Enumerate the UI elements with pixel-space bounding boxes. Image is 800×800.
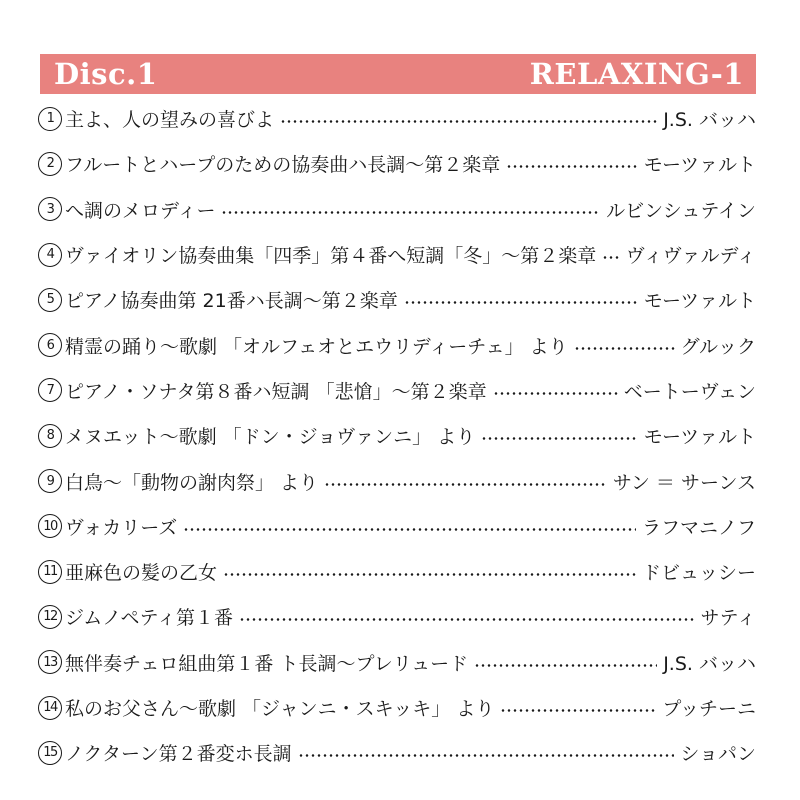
track-number-badge: 6 — [38, 333, 62, 357]
track-composer: サティ — [700, 607, 756, 630]
track-title: 主よ、人の望みの喜びよ — [65, 109, 275, 132]
track-title: ヴォカリーズ — [65, 516, 178, 539]
dot-leader — [223, 573, 636, 576]
track-item — [38, 187, 756, 232]
dot-leader — [221, 211, 600, 214]
track-number-badge: 4 — [38, 243, 62, 267]
track-title: フルートとハープのための協奏曲ハ長調～第２楽章 — [65, 154, 501, 177]
dot-leader — [239, 618, 695, 621]
track-number-badge: 7 — [38, 378, 62, 402]
track-composer: グルック — [680, 335, 756, 358]
track-number-badge: 5 — [38, 288, 62, 312]
track-composer: ドビュッシー — [641, 562, 756, 585]
track-item — [38, 413, 756, 458]
track-number-badge: 3 — [38, 197, 62, 221]
track-item — [38, 96, 756, 141]
dot-leader — [404, 301, 638, 304]
track-title: 無伴奏チェロ組曲第１番 ト長調～プレリュード — [65, 652, 469, 675]
track-list — [38, 96, 756, 775]
album-label: RELAXING-1 — [529, 57, 744, 91]
track-number-badge: 8 — [38, 424, 62, 448]
disc-label: Disc.1 — [54, 57, 158, 91]
track-composer: ヴィヴァルディ — [625, 245, 756, 268]
track-number-badge: 2 — [38, 152, 62, 176]
dot-leader — [500, 709, 656, 712]
track-title: ピアノ協奏曲第 21番ハ長調～第２楽章 — [65, 290, 398, 313]
track-number-badge: 9 — [38, 469, 62, 493]
track-title: へ調のメロディー — [65, 199, 216, 222]
track-item — [38, 594, 756, 639]
track-composer: モーツァルト — [643, 154, 756, 177]
track-composer: ベートーヴェン — [623, 380, 756, 403]
track-title: メヌエット～歌劇 「ドン・ジョヴァンニ」 より — [65, 426, 476, 449]
dot-leader — [481, 437, 638, 440]
track-number-badge: 11 — [38, 560, 62, 584]
track-item — [38, 685, 756, 730]
track-title: 精霊の踊り～歌劇 「オルフェオとエウリディーチェ」 より — [65, 335, 568, 358]
track-title: ヴァイオリン協奏曲集「四季」第４番へ短調「冬」～第２楽章 — [65, 245, 597, 268]
track-title: 亜麻色の髪の乙女 — [65, 562, 218, 585]
track-composer: ラフマニノフ — [641, 516, 756, 539]
track-title: ピアノ・ソナタ第８番ハ短調 「悲愴」～第２楽章 — [65, 380, 487, 403]
track-number-badge: 14 — [38, 696, 62, 720]
dot-leader — [280, 120, 657, 123]
track-item — [38, 232, 756, 277]
track-composer: ショパン — [680, 743, 756, 766]
track-title: 私のお父さん～歌劇 「ジャンニ・スキッキ」 より — [65, 698, 495, 720]
track-composer: プッチーニ — [662, 698, 756, 720]
track-composer: ルビンシュテイン — [606, 199, 756, 222]
track-item — [38, 322, 756, 367]
track-composer: J.S. バッハ — [663, 652, 756, 675]
track-item — [38, 640, 756, 685]
track-number-badge: 15 — [38, 741, 62, 765]
track-title: ノクターン第２番変ホ長調 — [65, 743, 292, 766]
dot-leader — [183, 528, 636, 531]
track-number-badge: 1 — [38, 107, 62, 131]
track-composer: J.S. バッハ — [663, 109, 756, 132]
track-item — [38, 277, 756, 322]
dot-leader — [298, 754, 675, 757]
track-number-badge: 12 — [38, 605, 62, 629]
dot-leader — [493, 392, 618, 395]
track-composer: モーツァルト — [643, 426, 756, 449]
track-item — [38, 141, 756, 186]
track-item — [38, 549, 756, 594]
track-composer: サン ＝ サーンス — [612, 471, 756, 494]
track-number-badge: 13 — [38, 650, 62, 674]
dot-leader — [574, 347, 675, 350]
disc-header-bar — [40, 54, 756, 94]
dot-leader — [474, 664, 657, 667]
track-item — [38, 730, 756, 775]
track-item — [38, 368, 756, 413]
track-item — [38, 458, 756, 503]
dot-leader — [506, 165, 637, 168]
dot-leader — [602, 256, 620, 259]
track-title: 白鳥～「動物の謝肉祭」 より — [65, 471, 319, 494]
track-number-badge: 10 — [38, 514, 62, 538]
track-title: ジムノペティ第１番 — [65, 607, 233, 630]
track-composer: モーツァルト — [643, 290, 756, 313]
track-item — [38, 504, 756, 549]
dot-leader — [324, 483, 607, 486]
